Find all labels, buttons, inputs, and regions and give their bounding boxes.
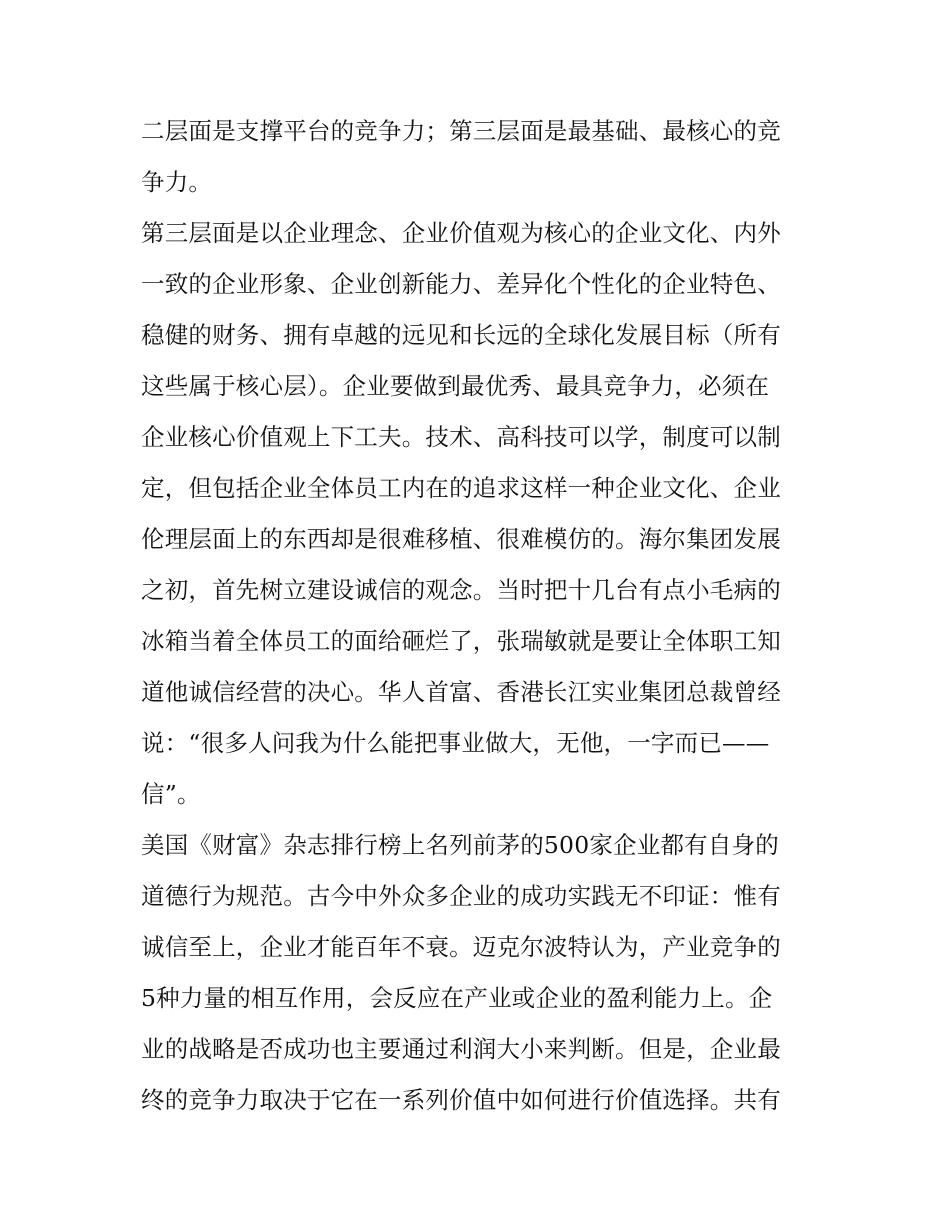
text-line: 一致的企业形象、企业创新能力、差异化个性化的企业特色、 [141, 270, 781, 298]
text-line: 道德行为规范。古今中外众多企业的成功实践无不印证：惟有 [141, 882, 781, 910]
text-line: 终的竞争力取决于它在一系列价值中如何进行价值选择。共有 [141, 1086, 781, 1114]
body-text [141, 106, 821, 1126]
text-line: 冰箱当着全体员工的面给砸烂了，张瑞敏就是要让全体职工知 [141, 627, 781, 655]
text-line: 之初，首先树立建设诚信的观念。当时把十几台有点小毛病的 [141, 576, 781, 604]
text-line: 企业核心价值观上下工夫。技术、高科技可以学，制度可以制 [141, 423, 781, 451]
text-line: 诚信至上，企业才能百年不衰。迈克尔波特认为，产业竞争的 [141, 933, 781, 961]
text-line: 说：“很多人问我为什么能把事业做大，无他，一字而已—— [141, 729, 770, 757]
text-line: 业的战略是否成功也主要通过利润大小来判断。但是，企业最 [141, 1035, 781, 1063]
text-line: 二层面是支撑平台的竞争力；第三层面是最基础、最核心的竞 [141, 117, 781, 145]
text-line: 道他诚信经营的决心。华人首富、香港长江实业集团总裁曾经 [141, 678, 781, 706]
text-line: 这些属于核心层）。企业要做到最优秀、最具竞争力，必须在 [141, 372, 770, 400]
text-line: 第三层面是以企业理念、企业价值观为核心的企业文化、内外 [141, 219, 781, 247]
text-line: 美国《财富》杂志排行榜上名列前茅的500家企业都有自身的 [141, 831, 779, 859]
text-line: 稳健的财务、拥有卓越的远见和长远的全球化发展目标（所有 [141, 321, 781, 349]
text-line: 伦理层面上的东西却是很难移植、很难模仿的。海尔集团发展 [141, 525, 781, 553]
text-line: 信”。 [141, 780, 201, 808]
text-line: 5种力量的相互作用，会反应在产业或企业的盈利能力上。企 [141, 984, 773, 1012]
text-line: 争力。 [141, 168, 213, 196]
text-line: 定，但包括企业全体员工内在的追求这样一种企业文化、企业 [141, 474, 781, 502]
